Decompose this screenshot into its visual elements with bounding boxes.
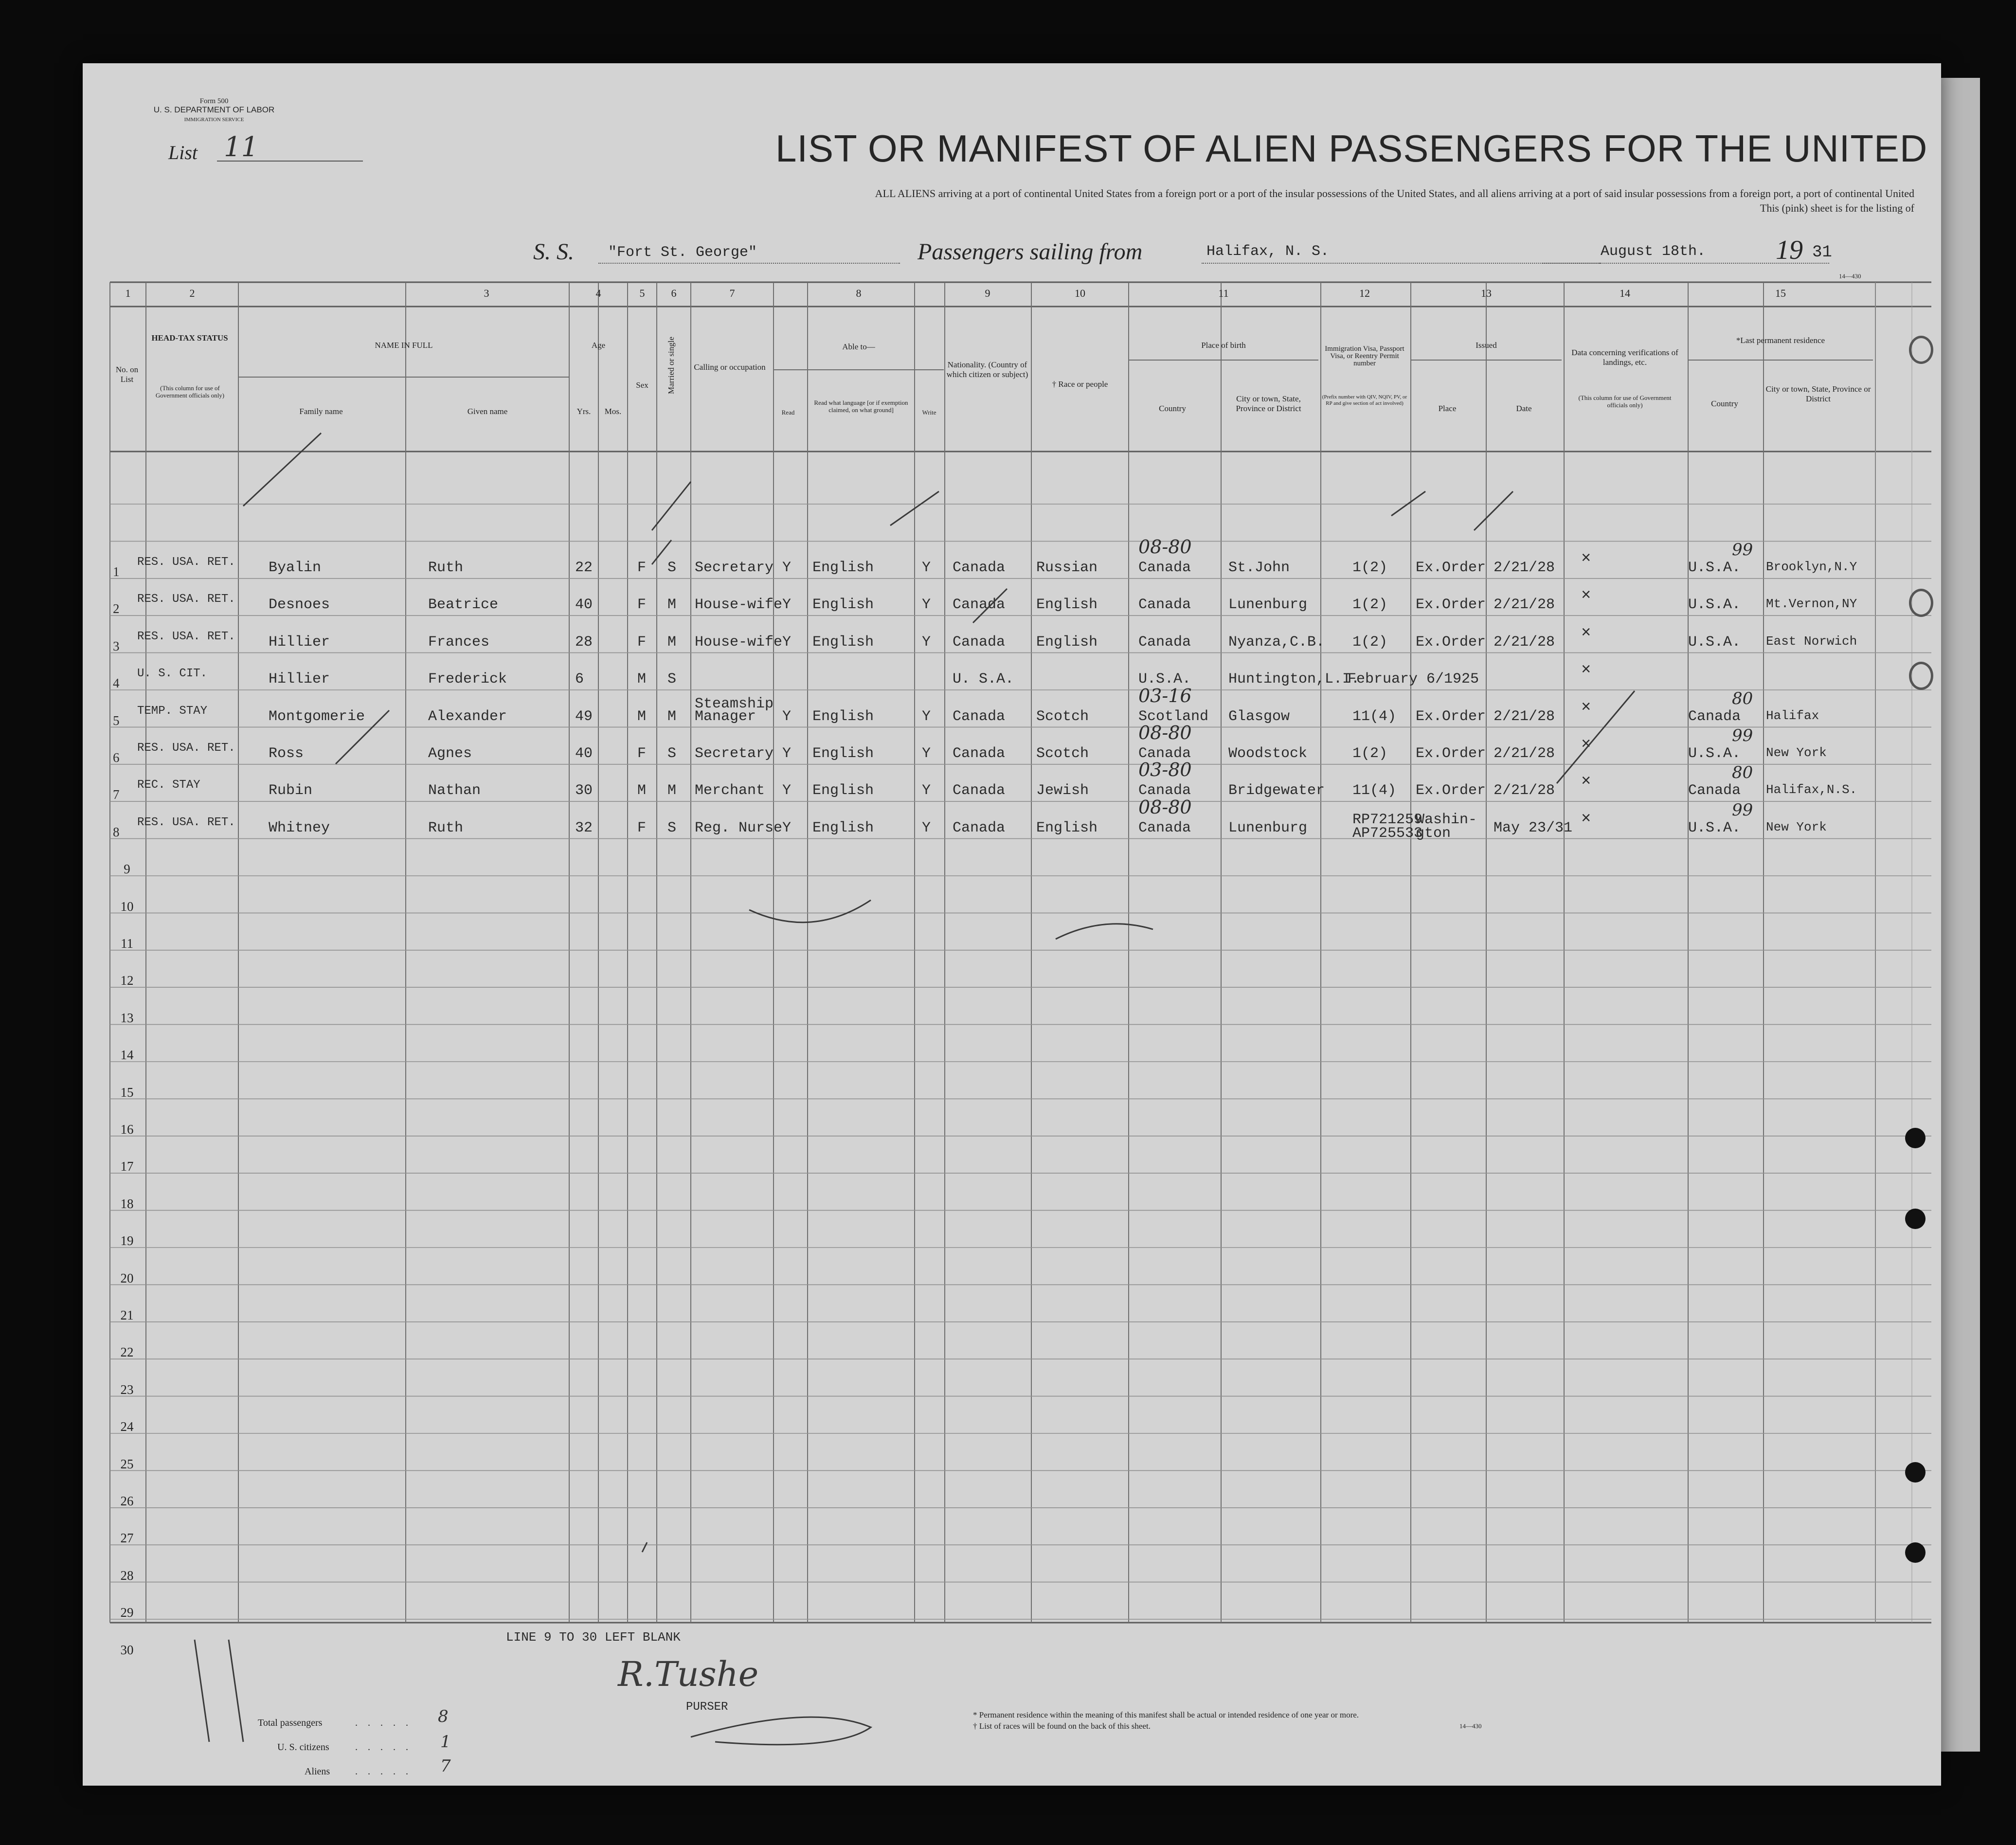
row-number: 3 <box>113 638 120 653</box>
residence-city: New York <box>1766 745 1827 760</box>
row-number: 20 <box>120 1270 134 1285</box>
column-number: 1 <box>125 287 131 299</box>
birth-city: Huntington,L.I. <box>1228 671 1360 688</box>
sex: F <box>637 745 647 762</box>
birth-country: Canada <box>1138 745 1191 762</box>
row-number: 5 <box>113 713 120 728</box>
col-visa: Immigration Visa, Passport Visa, or Reentry Permit number <box>1325 345 1404 367</box>
visa-number: February 6/1925 <box>1348 671 1479 688</box>
sex: F <box>637 819 647 836</box>
column-number: 12 <box>1359 287 1370 299</box>
year-suffix: 31 <box>1812 243 1832 262</box>
col-read: Read <box>781 409 795 416</box>
can-write: Y <box>922 633 931 651</box>
punch-hole <box>1905 1542 1926 1563</box>
subtitle-line-1: ALL ALIENS arriving at a port of continental United States from a foreign port or a port of the insular possessions of the United States, and all aliens arriving at a port of said insular possessions from a foreign port, a port of continental United <box>875 187 1914 199</box>
head-tax-status: RES. USA. RET. <box>137 815 235 829</box>
residence-country: U.S.A. <box>1688 633 1741 651</box>
column-number: 15 <box>1775 287 1786 299</box>
column-number: 2 <box>189 287 195 299</box>
row-number: 11 <box>121 936 133 951</box>
birth-country: Canada <box>1138 560 1191 576</box>
verification-x-mark: × <box>1581 736 1591 754</box>
col-sex: Sex <box>636 380 648 390</box>
punch-hole <box>1905 1462 1926 1483</box>
family-name: Hillier <box>269 633 330 651</box>
race-or-people: Scotch <box>1036 745 1089 762</box>
birth-country: Canada <box>1138 633 1191 651</box>
residence-annotation: 80 <box>1732 763 1753 783</box>
visa-number: 11(4) <box>1352 708 1397 725</box>
marital-status: S <box>667 671 677 688</box>
nationality: Canada <box>953 708 1006 725</box>
read-language: English <box>812 633 874 651</box>
row-number: 23 <box>120 1382 134 1397</box>
sailing-date: August 18th. <box>1601 243 1706 260</box>
col-nationality: Nationality. (Country of which citizen or subject) <box>946 360 1028 379</box>
column-number: 14 <box>1620 287 1630 299</box>
birth-city: Lunenburg <box>1228 597 1308 614</box>
row-number: 7 <box>113 787 120 802</box>
read-language: English <box>812 819 874 836</box>
list-number: 11 <box>224 131 259 163</box>
row-number: 10 <box>120 899 134 914</box>
column-number: 10 <box>1075 287 1085 299</box>
family-name: Desnoes <box>269 597 330 614</box>
can-write: Y <box>922 708 931 725</box>
column-number: 13 <box>1481 287 1492 299</box>
head-tax-status: TEMP. STAY <box>137 704 208 718</box>
col-birth-city: City or town, State, Province or District <box>1236 394 1301 413</box>
col-given-name: Given name <box>467 407 508 416</box>
nationality: Canada <box>953 745 1006 762</box>
residence-city: Halifax,N.S. <box>1766 782 1857 797</box>
us-citizens-value: 1 <box>440 1732 451 1752</box>
can-read: Y <box>782 782 792 799</box>
column-number: 7 <box>729 287 735 299</box>
birth-country: Scotland <box>1138 708 1209 725</box>
birth-city: Nyanza,C.B. <box>1228 633 1325 651</box>
purser-label: PURSER <box>686 1700 728 1714</box>
purser-signature: R.Tushe <box>618 1654 759 1694</box>
age-years: 49 <box>575 708 593 725</box>
marital-status: M <box>667 782 677 799</box>
verification-x-mark: × <box>1581 773 1591 792</box>
footer-form-code: 14—430 <box>1459 1722 1482 1730</box>
col-race: † Race or people <box>1052 380 1108 389</box>
issued-place: Ex.Order <box>1416 597 1486 614</box>
col-issued-place: Place <box>1438 404 1457 413</box>
row-number: 4 <box>113 676 120 691</box>
residence-annotation: 99 <box>1732 800 1753 820</box>
list-label: List <box>168 142 198 163</box>
marital-status: M <box>667 708 677 725</box>
punch-hole-ring <box>1909 589 1933 617</box>
ss-label: S. S. <box>533 239 574 265</box>
can-read: Y <box>782 745 792 762</box>
verification-x-mark: × <box>1581 624 1591 643</box>
issued-place: Washin-gton <box>1416 811 1477 842</box>
residence-country: Canada <box>1688 708 1741 725</box>
column-number: 5 <box>639 287 645 299</box>
family-name: Whitney <box>269 819 330 836</box>
birth-country: Canada <box>1138 597 1191 614</box>
row-number: 30 <box>120 1642 134 1657</box>
occupation: Secretary <box>695 560 774 576</box>
sex: M <box>637 671 647 688</box>
issued-place: Ex.Order <box>1416 708 1486 725</box>
sex: M <box>637 708 647 725</box>
sex: F <box>637 633 647 651</box>
can-read: Y <box>782 819 792 836</box>
col-data-landings-note: (This column for use of Government officials only) <box>1578 394 1672 409</box>
race-or-people: English <box>1036 819 1098 836</box>
verification-x-mark: × <box>1581 587 1591 606</box>
col-able-to: Able to— <box>842 342 875 351</box>
sailing-from: Halifax, N. S. <box>1206 243 1330 260</box>
row-number: 2 <box>113 601 120 616</box>
race-or-people: Jewish <box>1036 782 1089 799</box>
row-number: 21 <box>120 1308 134 1322</box>
marital-status: S <box>667 819 677 836</box>
residence-country: U.S.A. <box>1688 819 1741 836</box>
row-number: 6 <box>113 750 120 765</box>
read-language: English <box>812 560 874 576</box>
footnote-residence: * Permanent residence within the meaning of this manifest shall be actual or intended residence of one year or more. <box>973 1710 1359 1719</box>
residence-country: U.S.A. <box>1688 560 1741 576</box>
age-years: 40 <box>575 597 593 614</box>
row-number: 18 <box>120 1196 134 1211</box>
department-name: U. S. DEPARTMENT OF LABOR <box>153 105 275 114</box>
birth-city: Woodstock <box>1228 745 1308 762</box>
row-number: 9 <box>124 862 130 877</box>
column-number: 9 <box>985 287 990 299</box>
birth-annotation: 03-16 <box>1138 685 1192 706</box>
birth-annotation: 08-80 <box>1138 796 1192 818</box>
visa-number: RP721259 AP725533 <box>1352 811 1423 842</box>
birth-annotation: 08-80 <box>1138 536 1192 558</box>
aliens-label: Aliens <box>305 1766 330 1777</box>
col-birth-country: Country <box>1159 404 1186 413</box>
residence-country: Canada <box>1688 782 1741 799</box>
age-years: 32 <box>575 819 593 836</box>
manifest-title: LIST OR MANIFEST OF ALIEN PASSENGERS FOR THE UNITED <box>775 127 1928 170</box>
head-tax-status: RES. USA. RET. <box>137 593 235 606</box>
head-tax-status: RES. USA. RET. <box>137 630 235 643</box>
read-language: English <box>812 782 874 799</box>
birth-city: Bridgewater <box>1228 782 1325 799</box>
race-or-people: Russian <box>1036 560 1098 576</box>
issued-place: Ex.Order <box>1416 745 1486 762</box>
page-edge <box>1941 78 1980 1752</box>
col-issued-date: Date <box>1516 404 1532 413</box>
given-name: Frances <box>428 633 490 651</box>
column-number: 6 <box>671 287 677 299</box>
race-or-people: English <box>1036 633 1098 651</box>
family-name: Rubin <box>269 782 313 799</box>
service-name: IMMIGRATION SERVICE <box>184 117 244 123</box>
residence-annotation: 99 <box>1732 726 1753 745</box>
row-number: 8 <box>113 824 120 839</box>
year-prefix: 19 <box>1776 235 1803 265</box>
verification-x-mark: × <box>1581 550 1591 568</box>
occupation: Steamship Manager <box>695 695 774 725</box>
col-calling: Calling or occupation <box>694 362 766 372</box>
birth-city: Glasgow <box>1228 708 1290 725</box>
visa-number: 1(2) <box>1352 560 1388 576</box>
birth-country: U.S.A. <box>1138 671 1191 688</box>
footnote-races: † List of races will be found on the back of this sheet. <box>973 1721 1151 1731</box>
col-res-city: City or town, State, Province or District <box>1765 384 1871 403</box>
family-name: Hillier <box>269 671 330 688</box>
aliens-value: 7 <box>440 1756 451 1776</box>
col-yrs: Yrs. <box>576 407 591 416</box>
nationality: Canada <box>953 782 1006 799</box>
col-data-landings: Data concerning verifications of landings, etc. <box>1571 348 1678 367</box>
residence-city: East Norwich <box>1766 633 1857 649</box>
ship-underline <box>598 263 900 264</box>
handwritten-checkmarks <box>83 63 1941 1786</box>
col-last-residence: *Last permanent residence <box>1736 336 1825 345</box>
can-write: Y <box>922 819 931 836</box>
visa-number: 1(2) <box>1352 745 1388 762</box>
issued-date: 2/21/28 <box>1494 708 1555 725</box>
manifest-sheet <box>83 63 1941 1786</box>
column-number: 8 <box>856 287 862 299</box>
can-write: Y <box>922 745 931 762</box>
residence-annotation: 80 <box>1732 688 1753 708</box>
total-dots: . . . . . <box>355 1718 412 1728</box>
age-years: 6 <box>575 671 584 688</box>
birth-annotation: 08-80 <box>1138 722 1192 743</box>
occupation: House-wife <box>695 633 783 651</box>
row-number: 26 <box>120 1494 134 1508</box>
given-name: Frederick <box>428 671 507 688</box>
nationality: Canada <box>953 597 1006 614</box>
row-number: 15 <box>120 1085 134 1100</box>
marital-status: S <box>667 745 677 762</box>
sex: F <box>637 597 647 614</box>
col-place-of-birth: Place of birth <box>1201 341 1246 350</box>
row-number: 22 <box>120 1345 134 1360</box>
verification-x-mark: × <box>1581 810 1591 829</box>
us-citizens-label: U. S. citizens <box>277 1742 329 1753</box>
family-name: Ross <box>269 745 304 762</box>
given-name: Beatrice <box>428 597 499 614</box>
row-number: 19 <box>120 1233 134 1248</box>
residence-country: U.S.A. <box>1688 597 1741 614</box>
nationality: Canada <box>953 560 1006 576</box>
col-read-language: Read what language [or if exemption claimed, on what ground] <box>814 399 908 414</box>
citizens-dots: . . . . . <box>355 1742 412 1753</box>
can-write: Y <box>922 560 931 576</box>
birth-city: Lunenburg <box>1228 819 1308 836</box>
read-language: English <box>812 708 874 725</box>
punch-hole <box>1905 1209 1926 1229</box>
head-tax-status: RES. USA. RET. <box>137 742 235 755</box>
occupation: Merchant <box>695 782 765 799</box>
age-years: 28 <box>575 633 593 651</box>
punch-hole-ring <box>1909 336 1933 364</box>
nationality: Canada <box>953 819 1006 836</box>
punch-hole <box>1905 1128 1926 1148</box>
column-number: 4 <box>595 287 601 299</box>
issued-date: 2/21/28 <box>1494 633 1555 651</box>
col-age: Age <box>591 341 606 350</box>
given-name: Ruth <box>428 560 464 576</box>
col-visa-note: (Prefix number with QIV, NQIV, PV, or RP and give section of act involved) <box>1322 394 1407 406</box>
marital-status: M <box>667 597 677 614</box>
marital-status: S <box>667 560 677 576</box>
issued-date: 2/21/28 <box>1494 560 1555 576</box>
given-name: Alexander <box>428 708 507 725</box>
row-number: 28 <box>120 1568 134 1583</box>
can-read: Y <box>782 560 792 576</box>
can-write: Y <box>922 782 931 799</box>
issued-place: Ex.Order <box>1416 560 1486 576</box>
blank-lines-note: LINE 9 TO 30 LEFT BLANK <box>506 1630 681 1645</box>
col-name-in-full: NAME IN FULL <box>375 341 433 350</box>
aliens-dots: . . . . . <box>355 1766 412 1777</box>
form-code: 14—430 <box>1839 272 1861 280</box>
visa-number: 1(2) <box>1352 633 1388 651</box>
row-number: 13 <box>120 1010 134 1025</box>
issued-place: Ex.Order <box>1416 782 1486 799</box>
col-issued: Issued <box>1476 341 1497 350</box>
age-years: 30 <box>575 782 593 799</box>
age-years: 22 <box>575 560 593 576</box>
nationality: U. S.A. <box>953 671 1014 688</box>
row-number: 14 <box>120 1048 134 1063</box>
given-name: Ruth <box>428 819 464 836</box>
residence-city: New York <box>1766 819 1827 834</box>
marital-status: M <box>667 633 677 651</box>
issued-place: Ex.Order <box>1416 633 1486 651</box>
col-write: Write <box>922 409 936 416</box>
residence-country: U.S.A. <box>1688 745 1741 762</box>
race-or-people: Scotch <box>1036 708 1089 725</box>
row-number: 17 <box>120 1159 134 1174</box>
birth-city: St.John <box>1228 560 1290 576</box>
can-read: Y <box>782 633 792 651</box>
row-number: 29 <box>120 1605 134 1620</box>
occupation: House-wife <box>695 597 783 614</box>
col-no-on-list: No. on List <box>115 365 139 384</box>
head-tax-status: REC. STAY <box>137 778 200 792</box>
sex: M <box>637 782 647 799</box>
can-read: Y <box>782 708 792 725</box>
can-write: Y <box>922 597 931 614</box>
can-read: Y <box>782 597 792 614</box>
col-head-tax-note: (This column for use of Government officials only) <box>155 384 225 399</box>
manifest-grid <box>83 63 1941 1786</box>
birth-country: Canada <box>1138 782 1191 799</box>
age-years: 40 <box>575 745 593 762</box>
issued-date: 2/21/28 <box>1494 597 1555 614</box>
head-tax-status: U. S. CIT. <box>137 667 208 681</box>
column-number: 11 <box>1218 287 1229 299</box>
head-tax-status: RES. USA. RET. <box>137 556 235 569</box>
residence-annotation: 99 <box>1732 540 1753 560</box>
family-name: Byalin <box>269 560 322 576</box>
total-passengers-value: 8 <box>438 1707 449 1726</box>
given-name: Nathan <box>428 782 481 799</box>
nationality: Canada <box>953 633 1006 651</box>
given-name: Agnes <box>428 745 472 762</box>
subtitle-line-2: This (pink) sheet is for the listing of <box>1760 202 1914 214</box>
birth-country: Canada <box>1138 819 1191 836</box>
verification-x-mark: × <box>1581 661 1591 680</box>
col-married: Married or single <box>666 336 676 394</box>
col-head-tax: HEAD-TAX STATUS <box>151 333 228 343</box>
visa-number: 1(2) <box>1352 597 1388 614</box>
occupation: Secretary <box>695 745 774 762</box>
sailing-label: Passengers sailing from <box>918 239 1143 265</box>
issued-date: 2/21/28 <box>1494 745 1555 762</box>
family-name: Montgomerie <box>269 708 365 725</box>
row-number: 27 <box>120 1531 134 1546</box>
column-number: 3 <box>484 287 489 299</box>
ship-name: "Fort St. George" <box>608 244 757 261</box>
issued-date: 2/21/28 <box>1494 782 1555 799</box>
visa-number: 11(4) <box>1352 782 1397 799</box>
verification-x-mark: × <box>1581 698 1591 717</box>
col-family-name: Family name <box>299 407 343 416</box>
residence-city: Mt.Vernon,NY <box>1766 597 1857 612</box>
row-number: 12 <box>120 973 134 988</box>
row-number: 16 <box>120 1122 134 1137</box>
race-or-people: English <box>1036 597 1098 614</box>
sex: F <box>637 560 647 576</box>
sailing-underline <box>1202 263 1601 264</box>
total-passengers-label: Total passengers <box>258 1718 323 1728</box>
col-res-country: Country <box>1711 399 1738 408</box>
punch-hole-ring <box>1909 662 1933 690</box>
birth-annotation: 03-80 <box>1138 759 1192 781</box>
occupation: Reg. Nurse <box>695 819 783 836</box>
row-number: 24 <box>120 1419 134 1434</box>
residence-city: Brooklyn,N.Y <box>1766 560 1857 574</box>
read-language: English <box>812 597 874 614</box>
read-language: English <box>812 745 874 762</box>
issued-date: May 23/31 <box>1494 819 1573 836</box>
form-number: Form 500 <box>199 97 229 105</box>
row-number: 25 <box>120 1456 134 1471</box>
row-number: 1 <box>113 564 120 579</box>
col-mos: Mos. <box>604 407 622 416</box>
residence-city: Halifax <box>1766 708 1819 723</box>
list-underline <box>217 161 363 162</box>
